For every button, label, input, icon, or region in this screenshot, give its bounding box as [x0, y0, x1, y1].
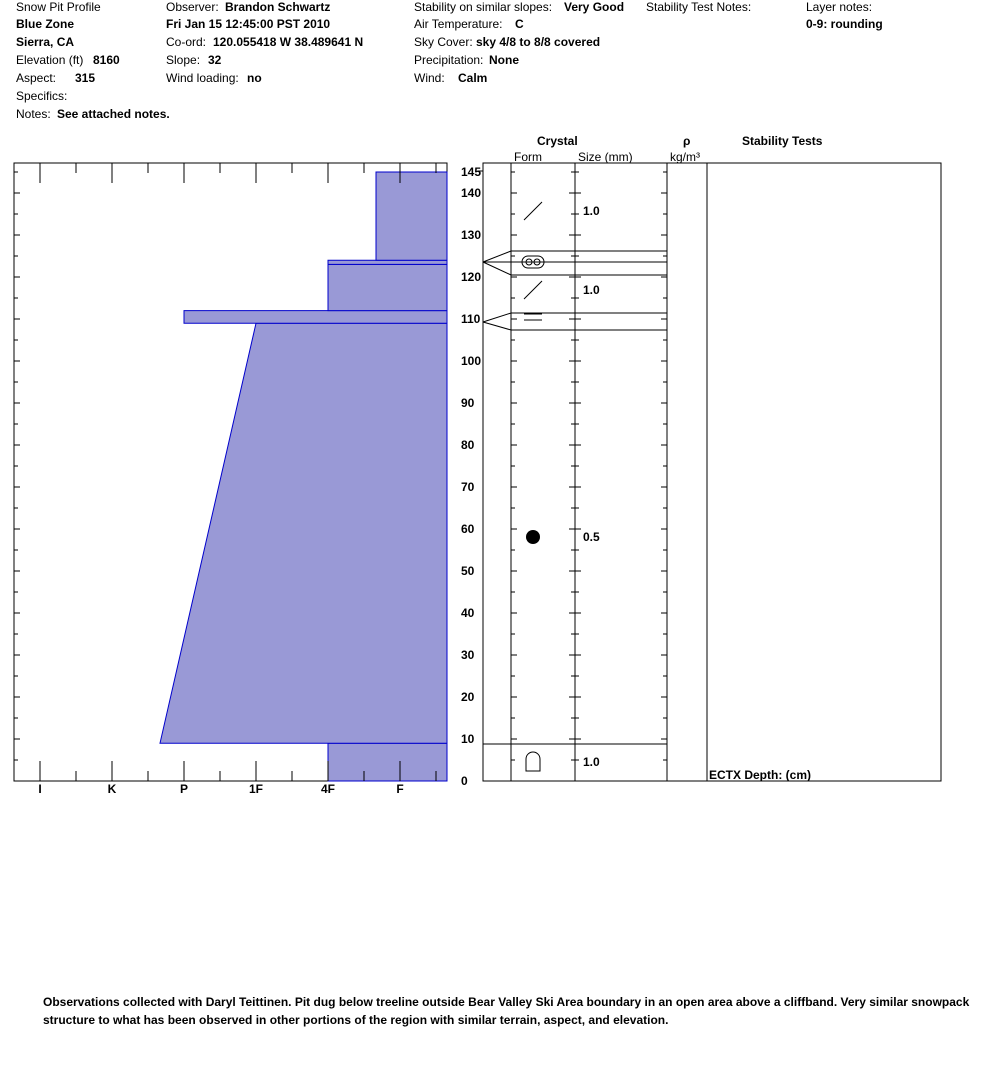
depth-tick-label-30: 30 [461, 648, 475, 662]
observer-value: Brandon Schwartz [225, 0, 331, 14]
crystal-form-decomposed-fragments-icon [524, 314, 542, 320]
size-heading: Size (mm) [578, 150, 633, 164]
hardness-tick-label-K: K [107, 782, 117, 796]
stability-label: Stability on similar slopes: [414, 0, 553, 14]
crystal-form-precipitation-particles-icon [524, 202, 542, 220]
air-temp-value: C [515, 17, 524, 31]
region: Sierra, CA [16, 35, 75, 49]
hardness-tick-label-1F: 1F [248, 782, 264, 796]
precipitation-label: Precipitation: [414, 53, 484, 67]
depth-tick-label-40: 40 [461, 606, 475, 620]
crystal-size-label-3: 1.0 [583, 283, 600, 297]
depth-axis [461, 165, 483, 788]
elevation-value: 8160 [93, 53, 120, 67]
hardness-layer-0 [328, 743, 447, 781]
page-title: Snow Pit Profile [16, 0, 101, 14]
hardness-layer-4 [328, 260, 447, 264]
depth-tick-label-90: 90 [461, 396, 475, 410]
depth-tick-label-50: 50 [461, 564, 475, 578]
crystal-table-frame [483, 163, 941, 781]
density-unit: kg/m³ [670, 150, 700, 164]
crystal-form-rounding-polyhedral-icon [526, 752, 540, 771]
location-name: Blue Zone [16, 17, 75, 31]
slash-stroke [524, 202, 542, 220]
elevation-label: Elevation (ft) [16, 53, 84, 67]
notes-value: See attached notes. [57, 107, 170, 121]
density-symbol: ρ [683, 134, 691, 148]
depth-tick-label-120: 120 [461, 270, 482, 284]
hardness-layer-5 [376, 172, 447, 260]
aspect-value: 315 [75, 71, 96, 85]
sky-cover-label: Sky Cover: [414, 35, 473, 49]
crystal-size-label-0: 1.0 [583, 755, 600, 769]
depth-tick-label-60: 60 [461, 522, 475, 536]
hardness-layer-2 [184, 311, 447, 324]
depth-tick-label-0: 0 [461, 774, 468, 788]
slash-stroke [524, 281, 542, 299]
layer-notes-value: 0-9: rounding [806, 17, 883, 31]
depth-tick-label-130: 130 [461, 228, 482, 242]
stability-test-notes-label: Stability Test Notes: [646, 0, 752, 14]
aspect-label: Aspect: [16, 71, 57, 85]
sky-cover-value: sky 4/8 to 8/8 covered [476, 35, 601, 49]
depth-tick-label-145: 145 [461, 165, 482, 179]
hardness-plot [14, 163, 447, 796]
observation-datetime: Fri Jan 15 12:45:00 PST 2010 [166, 17, 331, 31]
stability-test-entry: ECTX Depth: (cm) [709, 768, 811, 782]
crystal-table [483, 163, 941, 781]
depth-tick-label-140: 140 [461, 186, 482, 200]
hardness-tick-label-P: P [179, 782, 189, 796]
crystal-form-rounded-icon [526, 530, 540, 544]
coord-value: 120.055418 W 38.489641 N [213, 35, 364, 49]
observation-notes: Observations collected with Daryl Teittinen. Pit dug below treeline outside Bear Valley Ski Area boundary in an open area above a cliffband. Very similar snowpack structure to what has been observed in other portions of the region with similar terrain, aspect, and elevation. [43, 995, 970, 1027]
stability-tests-heading: Stability Tests [742, 134, 823, 148]
slope-label: Slope: [166, 53, 201, 67]
crystal-size-label-5: 1.0 [583, 204, 600, 218]
depth-tick-label-80: 80 [461, 438, 475, 452]
crystal-size-label-1: 0.5 [583, 530, 600, 544]
crystal-heading: Crystal [537, 134, 578, 148]
hardness-tick-label-F: F [396, 782, 404, 796]
wind-loading-label: Wind loading: [166, 71, 239, 85]
crystal-form-precipitation-particles-icon [524, 281, 542, 299]
wind-value: Calm [458, 71, 488, 85]
hardness-tick-label-I: I [38, 782, 42, 796]
hardness-layer-3 [328, 264, 447, 310]
specifics-label: Specifics: [16, 89, 68, 103]
depth-tick-label-20: 20 [461, 690, 475, 704]
filled-circle [526, 530, 540, 544]
rounding-polyhedral-outline [526, 752, 540, 771]
depth-tick-label-100: 100 [461, 354, 482, 368]
coord-label: Co-ord: [166, 35, 207, 49]
depth-tick-label-10: 10 [461, 732, 475, 746]
depth-tick-label-70: 70 [461, 480, 475, 494]
layer-notes-label: Layer notes: [806, 0, 873, 14]
precipitation-value: None [489, 53, 519, 67]
wind-label: Wind: [414, 71, 445, 85]
wind-loading-value: no [247, 71, 262, 85]
notes-label: Notes: [16, 107, 51, 121]
observer-label: Observer: [166, 0, 219, 14]
form-heading: Form [514, 150, 542, 164]
air-temp-label: Air Temperature: [414, 17, 503, 31]
depth-tick-label-110: 110 [461, 312, 481, 326]
slope-value: 32 [208, 53, 222, 67]
hardness-tick-label-4F: 4F [320, 782, 336, 796]
stability-value: Very Good [564, 0, 625, 14]
